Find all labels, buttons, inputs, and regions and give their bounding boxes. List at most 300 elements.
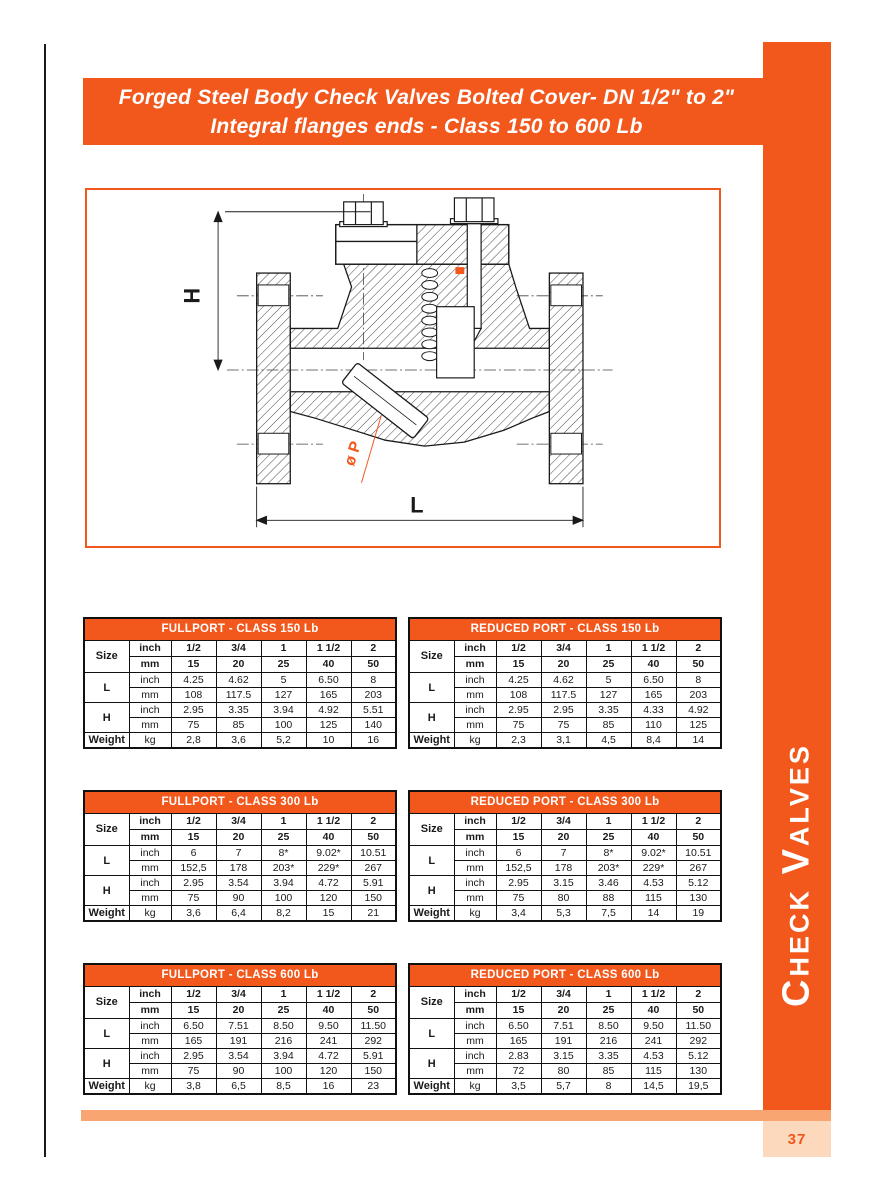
table-title: FULLPORT - CLASS 600 Lb xyxy=(84,964,396,987)
value-cell: 130 xyxy=(676,1064,721,1079)
value-cell: 3.35 xyxy=(586,703,631,718)
value-cell: 19,5 xyxy=(676,1079,721,1095)
value-cell: 3.15 xyxy=(541,876,586,891)
value-cell: 3,6 xyxy=(171,906,216,922)
unit-cell: kg xyxy=(454,906,496,922)
value-cell: 2 xyxy=(351,641,396,657)
value-cell: 8* xyxy=(586,846,631,861)
value-cell: 4.92 xyxy=(676,703,721,718)
row-label: L xyxy=(409,846,454,876)
value-cell: 1 xyxy=(261,641,306,657)
value-cell: 5 xyxy=(261,673,306,688)
unit-cell: mm xyxy=(129,1034,171,1049)
value-cell: 20 xyxy=(541,657,586,673)
page-title-banner xyxy=(83,78,770,145)
unit-cell: inch xyxy=(454,876,496,891)
value-cell: 25 xyxy=(586,657,631,673)
spec-table-slot xyxy=(83,790,395,922)
value-cell: 203 xyxy=(351,688,396,703)
value-cell: 4.62 xyxy=(541,673,586,688)
unit-cell: mm xyxy=(129,657,171,673)
row-label: Size xyxy=(409,987,454,1019)
row-label: Weight xyxy=(84,733,129,749)
value-cell: 3/4 xyxy=(541,641,586,657)
unit-cell: inch xyxy=(454,703,496,718)
unit-cell: mm xyxy=(454,718,496,733)
value-cell: 11.50 xyxy=(351,1019,396,1034)
value-cell: 7 xyxy=(541,846,586,861)
value-cell: 20 xyxy=(216,657,261,673)
value-cell: 4.72 xyxy=(306,876,351,891)
value-cell: 2 xyxy=(676,987,721,1003)
value-cell: 50 xyxy=(676,830,721,846)
row-label: Size xyxy=(84,987,129,1019)
value-cell: 7.51 xyxy=(541,1019,586,1034)
page-number: 37 xyxy=(787,1130,807,1148)
value-cell: 15 xyxy=(496,657,541,673)
unit-cell: kg xyxy=(129,906,171,922)
value-cell: 292 xyxy=(676,1034,721,1049)
spec-table-slot xyxy=(408,963,720,1095)
section-sidebar-label: Check Valves xyxy=(775,743,818,1007)
value-cell: 152,5 xyxy=(496,861,541,876)
unit-cell: inch xyxy=(454,673,496,688)
value-cell: 150 xyxy=(351,891,396,906)
value-cell: 25 xyxy=(261,1003,306,1019)
value-cell: 3.54 xyxy=(216,1049,261,1064)
value-cell: 4.25 xyxy=(496,673,541,688)
value-cell: 40 xyxy=(306,1003,351,1019)
value-cell: 165 xyxy=(306,688,351,703)
value-cell: 4.72 xyxy=(306,1049,351,1064)
value-cell: 241 xyxy=(631,1034,676,1049)
value-cell: 4,5 xyxy=(586,733,631,749)
value-cell: 3,5 xyxy=(496,1079,541,1095)
value-cell: 1 1/2 xyxy=(306,814,351,830)
unit-cell: mm xyxy=(454,688,496,703)
page-left-rule xyxy=(44,44,46,1157)
value-cell: 115 xyxy=(631,1064,676,1079)
value-cell: 241 xyxy=(306,1034,351,1049)
value-cell: 15 xyxy=(171,657,216,673)
value-cell: 75 xyxy=(541,718,586,733)
value-cell: 40 xyxy=(631,1003,676,1019)
value-cell: 165 xyxy=(496,1034,541,1049)
value-cell: 75 xyxy=(171,891,216,906)
value-cell: 3.94 xyxy=(261,876,306,891)
value-cell: 8.50 xyxy=(261,1019,306,1034)
value-cell: 1 1/2 xyxy=(631,641,676,657)
value-cell: 3,8 xyxy=(171,1079,216,1095)
value-cell: 1/2 xyxy=(171,814,216,830)
value-cell: 15 xyxy=(306,906,351,922)
unit-cell: kg xyxy=(129,1079,171,1095)
value-cell: 8,4 xyxy=(631,733,676,749)
value-cell: 21 xyxy=(351,906,396,922)
value-cell: 1/2 xyxy=(496,814,541,830)
value-cell: 216 xyxy=(586,1034,631,1049)
value-cell: 4.92 xyxy=(306,703,351,718)
unit-cell: inch xyxy=(129,1049,171,1064)
value-cell: 1 1/2 xyxy=(631,987,676,1003)
spec-table xyxy=(408,790,722,922)
value-cell: 2,3 xyxy=(496,733,541,749)
value-cell: 191 xyxy=(541,1034,586,1049)
unit-cell: kg xyxy=(454,733,496,749)
value-cell: 2.95 xyxy=(171,876,216,891)
unit-cell: inch xyxy=(454,1019,496,1034)
spec-table xyxy=(83,617,397,749)
value-cell: 108 xyxy=(171,688,216,703)
value-cell: 2 xyxy=(676,814,721,830)
value-cell: 7 xyxy=(216,846,261,861)
value-cell: 3.94 xyxy=(261,703,306,718)
spec-table xyxy=(83,963,397,1095)
value-cell: 3,6 xyxy=(216,733,261,749)
value-cell: 1/2 xyxy=(171,641,216,657)
value-cell: 80 xyxy=(541,891,586,906)
row-label: L xyxy=(409,1019,454,1049)
value-cell: 6.50 xyxy=(171,1019,216,1034)
value-cell: 9.50 xyxy=(306,1019,351,1034)
spec-table xyxy=(83,790,397,922)
port-dim-label: ø P xyxy=(341,439,366,468)
table-title: FULLPORT - CLASS 150 Lb xyxy=(84,618,396,641)
row-label: L xyxy=(409,673,454,703)
value-cell: 2.95 xyxy=(541,703,586,718)
value-cell: 7,5 xyxy=(586,906,631,922)
dimension-L-label: L xyxy=(410,492,424,518)
value-cell: 8.50 xyxy=(586,1019,631,1034)
value-cell: 90 xyxy=(216,1064,261,1079)
unit-cell: mm xyxy=(129,688,171,703)
value-cell: 100 xyxy=(261,1064,306,1079)
value-cell: 3.94 xyxy=(261,1049,306,1064)
value-cell: 2.95 xyxy=(171,1049,216,1064)
row-label: H xyxy=(84,876,129,906)
value-cell: 1 xyxy=(261,987,306,1003)
spec-table-slot xyxy=(83,617,395,749)
value-cell: 6.50 xyxy=(306,673,351,688)
row-label: Weight xyxy=(84,906,129,922)
spec-table xyxy=(408,963,722,1095)
unit-cell: inch xyxy=(129,673,171,688)
value-cell: 40 xyxy=(631,657,676,673)
value-cell: 9.02* xyxy=(631,846,676,861)
value-cell: 1 1/2 xyxy=(306,987,351,1003)
value-cell: 15 xyxy=(171,1003,216,1019)
value-cell: 125 xyxy=(306,718,351,733)
value-cell: 2.83 xyxy=(496,1049,541,1064)
unit-cell: inch xyxy=(129,814,171,830)
value-cell: 50 xyxy=(351,1003,396,1019)
row-label: H xyxy=(84,1049,129,1079)
table-title: REDUCED PORT - CLASS 300 Lb xyxy=(409,791,721,814)
unit-cell: inch xyxy=(129,846,171,861)
table-title: REDUCED PORT - CLASS 150 Lb xyxy=(409,618,721,641)
value-cell: 292 xyxy=(351,1034,396,1049)
table-title: FULLPORT - CLASS 300 Lb xyxy=(84,791,396,814)
value-cell: 10 xyxy=(306,733,351,749)
value-cell: 85 xyxy=(216,718,261,733)
unit-cell: mm xyxy=(129,1003,171,1019)
value-cell: 15 xyxy=(496,1003,541,1019)
value-cell: 6,4 xyxy=(216,906,261,922)
unit-cell: inch xyxy=(129,1019,171,1034)
unit-cell: mm xyxy=(129,891,171,906)
value-cell: 1/2 xyxy=(496,987,541,1003)
value-cell: 75 xyxy=(171,1064,216,1079)
page-number-box xyxy=(763,1121,831,1157)
value-cell: 115 xyxy=(631,891,676,906)
value-cell: 5,2 xyxy=(261,733,306,749)
value-cell: 5.91 xyxy=(351,876,396,891)
value-cell: 16 xyxy=(306,1079,351,1095)
row-label: H xyxy=(409,703,454,733)
gasket-mark xyxy=(455,267,464,274)
value-cell: 2.95 xyxy=(496,703,541,718)
row-label: Weight xyxy=(409,906,454,922)
value-cell: 75 xyxy=(496,718,541,733)
value-cell: 25 xyxy=(586,830,631,846)
unit-cell: inch xyxy=(129,703,171,718)
row-label: L xyxy=(84,846,129,876)
row-label: Size xyxy=(409,814,454,846)
section-sidebar xyxy=(763,42,831,1110)
dimension-H-label: H xyxy=(179,287,205,304)
value-cell: 120 xyxy=(306,1064,351,1079)
value-cell: 8 xyxy=(351,673,396,688)
value-cell: 127 xyxy=(261,688,306,703)
value-cell: 5.12 xyxy=(676,1049,721,1064)
value-cell: 125 xyxy=(676,718,721,733)
value-cell: 178 xyxy=(541,861,586,876)
row-label: Size xyxy=(409,641,454,673)
value-cell: 3.46 xyxy=(586,876,631,891)
value-cell: 108 xyxy=(496,688,541,703)
unit-cell: inch xyxy=(129,987,171,1003)
value-cell: 4.33 xyxy=(631,703,676,718)
value-cell: 2 xyxy=(351,987,396,1003)
table-title: REDUCED PORT - CLASS 600 Lb xyxy=(409,964,721,987)
row-label: Size xyxy=(84,641,129,673)
value-cell: 11.50 xyxy=(676,1019,721,1034)
value-cell: 4.53 xyxy=(631,876,676,891)
value-cell: 50 xyxy=(351,830,396,846)
value-cell: 40 xyxy=(631,830,676,846)
value-cell: 3/4 xyxy=(216,814,261,830)
value-cell: 19 xyxy=(676,906,721,922)
value-cell: 8 xyxy=(676,673,721,688)
value-cell: 15 xyxy=(171,830,216,846)
spec-table xyxy=(408,617,722,749)
value-cell: 2.95 xyxy=(171,703,216,718)
value-cell: 25 xyxy=(261,830,306,846)
value-cell: 127 xyxy=(586,688,631,703)
disc-guide xyxy=(437,307,475,378)
value-cell: 6 xyxy=(496,846,541,861)
unit-cell: mm xyxy=(454,657,496,673)
value-cell: 5.12 xyxy=(676,876,721,891)
value-cell: 75 xyxy=(171,718,216,733)
value-cell: 8 xyxy=(586,1079,631,1095)
value-cell: 23 xyxy=(351,1079,396,1095)
unit-cell: inch xyxy=(454,846,496,861)
value-cell: 50 xyxy=(676,657,721,673)
page-title-line2: Integral flanges ends - Class 150 to 600 Lb xyxy=(210,115,643,138)
value-cell: 80 xyxy=(541,1064,586,1079)
value-cell: 88 xyxy=(586,891,631,906)
unit-cell: kg xyxy=(454,1079,496,1095)
value-cell: 100 xyxy=(261,891,306,906)
row-label: L xyxy=(84,1019,129,1049)
row-label: H xyxy=(409,1049,454,1079)
unit-cell: mm xyxy=(454,891,496,906)
value-cell: 6 xyxy=(171,846,216,861)
value-cell: 6,5 xyxy=(216,1079,261,1095)
unit-cell: mm xyxy=(129,718,171,733)
unit-cell: mm xyxy=(129,830,171,846)
unit-cell: mm xyxy=(129,1064,171,1079)
value-cell: 100 xyxy=(261,718,306,733)
page-title-line1: Forged Steel Body Check Valves Bolted Cover- DN 1/2" to 2" xyxy=(118,86,735,109)
unit-cell: inch xyxy=(454,814,496,830)
value-cell: 6.50 xyxy=(496,1019,541,1034)
value-cell: 1 1/2 xyxy=(306,641,351,657)
value-cell: 191 xyxy=(216,1034,261,1049)
row-label: Weight xyxy=(409,1079,454,1095)
value-cell: 15 xyxy=(496,830,541,846)
value-cell: 90 xyxy=(216,891,261,906)
value-cell: 50 xyxy=(676,1003,721,1019)
unit-cell: kg xyxy=(129,733,171,749)
value-cell: 203* xyxy=(261,861,306,876)
unit-cell: mm xyxy=(454,830,496,846)
value-cell: 3.54 xyxy=(216,876,261,891)
value-cell: 40 xyxy=(306,657,351,673)
unit-cell: inch xyxy=(129,641,171,657)
value-cell: 1 xyxy=(586,987,631,1003)
value-cell: 9.50 xyxy=(631,1019,676,1034)
value-cell: 8,5 xyxy=(261,1079,306,1095)
value-cell: 85 xyxy=(586,718,631,733)
value-cell: 20 xyxy=(216,830,261,846)
spec-table-slot xyxy=(408,617,720,749)
value-cell: 267 xyxy=(351,861,396,876)
value-cell: 1 xyxy=(261,814,306,830)
value-cell: 203 xyxy=(676,688,721,703)
value-cell: 25 xyxy=(261,657,306,673)
check-valve-section-drawing xyxy=(87,190,719,546)
value-cell: 5.51 xyxy=(351,703,396,718)
unit-cell: mm xyxy=(454,1034,496,1049)
value-cell: 152,5 xyxy=(171,861,216,876)
value-cell: 1/2 xyxy=(496,641,541,657)
value-cell: 2 xyxy=(676,641,721,657)
value-cell: 178 xyxy=(216,861,261,876)
value-cell: 117.5 xyxy=(216,688,261,703)
value-cell: 85 xyxy=(586,1064,631,1079)
cover-bolt-left xyxy=(340,202,387,227)
value-cell: 20 xyxy=(541,1003,586,1019)
value-cell: 216 xyxy=(261,1034,306,1049)
value-cell: 5,7 xyxy=(541,1079,586,1095)
footer-rule-band xyxy=(81,1110,831,1121)
value-cell: 14,5 xyxy=(631,1079,676,1095)
value-cell: 8* xyxy=(261,846,306,861)
value-cell: 165 xyxy=(631,688,676,703)
value-cell: 117.5 xyxy=(541,688,586,703)
unit-cell: mm xyxy=(129,861,171,876)
valve-drawing-frame xyxy=(85,188,721,548)
unit-cell: inch xyxy=(454,641,496,657)
row-label: Size xyxy=(84,814,129,846)
unit-cell: inch xyxy=(129,876,171,891)
value-cell: 1/2 xyxy=(171,987,216,1003)
value-cell: 3/4 xyxy=(216,987,261,1003)
value-cell: 16 xyxy=(351,733,396,749)
value-cell: 72 xyxy=(496,1064,541,1079)
value-cell: 110 xyxy=(631,718,676,733)
value-cell: 2 xyxy=(351,814,396,830)
row-label: Weight xyxy=(409,733,454,749)
value-cell: 7.51 xyxy=(216,1019,261,1034)
row-label: H xyxy=(84,703,129,733)
value-cell: 3.35 xyxy=(216,703,261,718)
value-cell: 267 xyxy=(676,861,721,876)
value-cell: 1 1/2 xyxy=(631,814,676,830)
unit-cell: mm xyxy=(454,1003,496,1019)
value-cell: 130 xyxy=(676,891,721,906)
value-cell: 3/4 xyxy=(541,814,586,830)
value-cell: 203* xyxy=(586,861,631,876)
value-cell: 40 xyxy=(306,830,351,846)
unit-cell: mm xyxy=(454,861,496,876)
value-cell: 4.53 xyxy=(631,1049,676,1064)
value-cell: 5.91 xyxy=(351,1049,396,1064)
value-cell: 20 xyxy=(541,830,586,846)
spec-table-slot xyxy=(408,790,720,922)
value-cell: 120 xyxy=(306,891,351,906)
value-cell: 150 xyxy=(351,1064,396,1079)
value-cell: 3.35 xyxy=(586,1049,631,1064)
row-label: H xyxy=(409,876,454,906)
value-cell: 4.62 xyxy=(216,673,261,688)
value-cell: 3/4 xyxy=(216,641,261,657)
valve-body-section xyxy=(257,225,583,484)
value-cell: 5 xyxy=(586,673,631,688)
value-cell: 3/4 xyxy=(541,987,586,1003)
row-label: Weight xyxy=(84,1079,129,1095)
unit-cell: inch xyxy=(454,1049,496,1064)
value-cell: 3.15 xyxy=(541,1049,586,1064)
spec-table-slot xyxy=(83,963,395,1095)
value-cell: 140 xyxy=(351,718,396,733)
value-cell: 1 xyxy=(586,641,631,657)
unit-cell: inch xyxy=(454,987,496,1003)
row-label: L xyxy=(84,673,129,703)
value-cell: 6.50 xyxy=(631,673,676,688)
value-cell: 229* xyxy=(631,861,676,876)
value-cell: 1 xyxy=(586,814,631,830)
value-cell: 75 xyxy=(496,891,541,906)
value-cell: 5,3 xyxy=(541,906,586,922)
value-cell: 10.51 xyxy=(676,846,721,861)
value-cell: 229* xyxy=(306,861,351,876)
value-cell: 8,2 xyxy=(261,906,306,922)
value-cell: 3,4 xyxy=(496,906,541,922)
value-cell: 14 xyxy=(676,733,721,749)
